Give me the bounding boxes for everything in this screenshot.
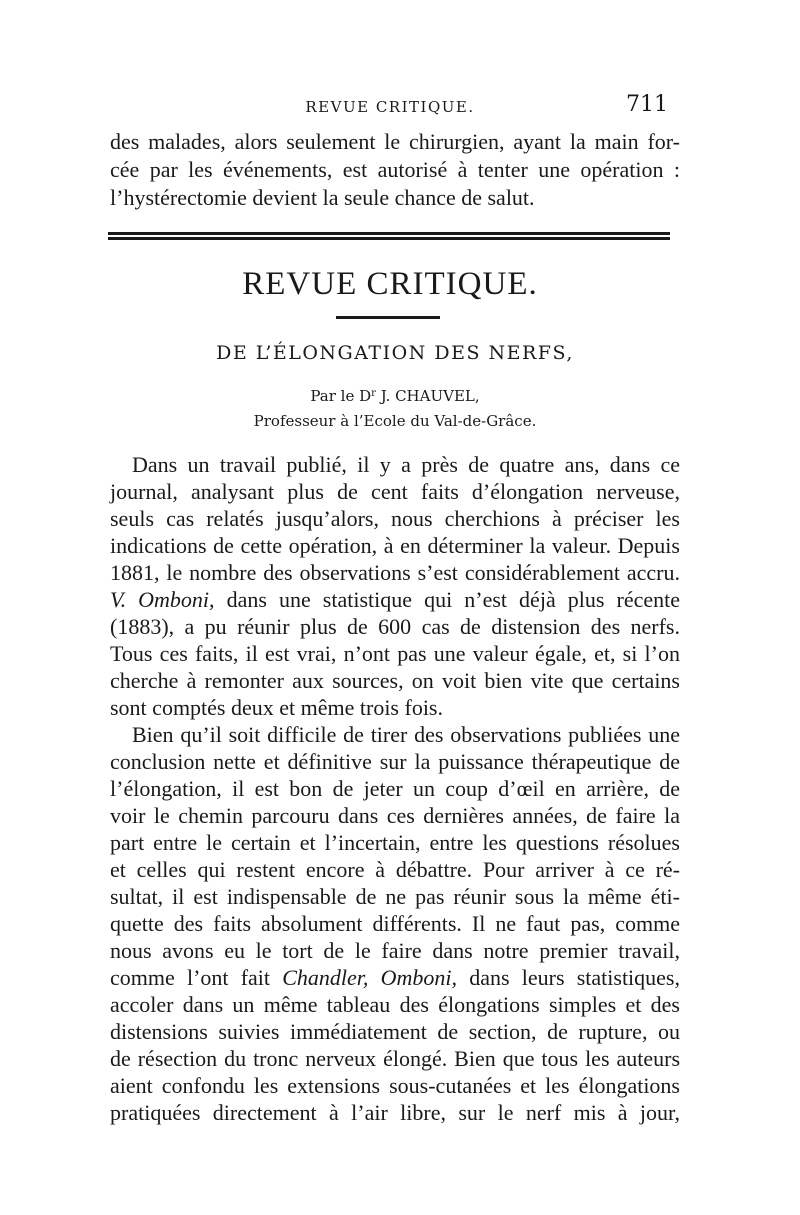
- byline-name: J. CHAUVEL,: [375, 387, 480, 405]
- byline-sup: r: [371, 388, 376, 399]
- paragraph-line: quette des faits absolument différents. Il ne faut pas, comme: [110, 911, 680, 936]
- paragraph-line: seuls cas relatés jusqu’alors, nous cherchions à préciser les: [110, 506, 680, 531]
- paragraph-line: et celles qui restent encore à débattre. Pour arriver à ce ré-: [110, 857, 680, 882]
- paragraph-line: conclusion nette et définitive sur la puissance thérapeutique de: [110, 749, 680, 774]
- paragraph-line: l’élongation, il est bon de jeter un coup d’œil en arrière, de: [110, 776, 680, 801]
- paragraph-line: accoler dans un même tableau des élongations simples et des: [110, 992, 680, 1017]
- paragraph-line: Tous ces faits, il est vrai, n’ont pas une valeur égale, et, si l’on: [110, 641, 680, 666]
- paragraph-line: Bien qu’il soit difficile de tirer des observations publiées une: [132, 722, 680, 747]
- paragraph-line: sultat, il est indispensable de ne pas réunir sous la même éti-: [110, 884, 680, 909]
- author-affiliation: Professeur à l’Ecole du Val-de-Grâce.: [253, 412, 537, 430]
- cited-author: Omboni,: [380, 965, 458, 990]
- paragraph-line: comme l’ont fait Chandler, Omboni, dans leurs statistiques,: [110, 965, 680, 990]
- page-number: 711: [626, 92, 668, 117]
- paragraph-line: de résection du tronc nerveux élongé. Bien que tous les auteurs: [110, 1046, 680, 1071]
- intro-line: des malades, alors seulement le chirurgien, ayant la main for-: [110, 129, 680, 154]
- paragraph-line: distensions suivies immédiatement de section, de rupture, ou: [110, 1019, 680, 1044]
- paragraph-line: indications de cette opération, à en déterminer la valeur. Depuis: [110, 533, 680, 558]
- cited-author: Chandler,: [282, 965, 369, 990]
- paragraph-line: V. Omboni, dans une statistique qui n’est déjà plus récente: [110, 587, 680, 612]
- author-byline: [110, 387, 680, 405]
- byline-prefix: Par le D: [310, 387, 372, 405]
- running-head: [110, 92, 670, 122]
- section-title: REVUE CRITIQUE.: [242, 266, 538, 302]
- paragraph-line: nous avons eu le tort de le faire dans notre premier travail,: [110, 938, 680, 963]
- title-rule: [336, 316, 440, 319]
- article-title: DE L’ÉLONGATION DES NERFS,: [216, 342, 574, 364]
- paragraph-line: voir le chemin parcouru dans ces dernières années, de faire la: [110, 803, 680, 828]
- paragraph-line: 1881, le nombre des observations s’est considérablement accru.: [110, 560, 680, 585]
- section-divider: [108, 232, 670, 241]
- paragraph-line: aient confondu les extensions sous-cutanées et les élongations: [110, 1073, 680, 1098]
- intro-line: cée par les événements, est autorisé à tenter une opération :: [110, 157, 680, 182]
- paragraph-line: pratiquées directement à l’air libre, sur le nerf mis à jour,: [110, 1100, 680, 1125]
- paragraph-line: (1883), a pu réunir plus de 600 cas de distension des nerfs.: [110, 614, 680, 639]
- cited-author: V. Omboni,: [110, 587, 215, 612]
- intro-line: l’hystérectomie devient la seule chance de salut.: [110, 185, 535, 210]
- paragraph-line: sont comptés deux et même trois fois.: [110, 695, 443, 720]
- paragraph-line: Dans un travail publié, il y a près de quatre ans, dans ce: [132, 452, 680, 477]
- paragraph-line: journal, analysant plus de cent faits d’élongation nerveuse,: [110, 479, 680, 504]
- paragraph-line: part entre le certain et l’incertain, entre les questions résolues: [110, 830, 680, 855]
- paragraph-line: cherche à remonter aux sources, on voit bien vite que certains: [110, 668, 680, 693]
- running-title: REVUE CRITIQUE.: [305, 98, 475, 116]
